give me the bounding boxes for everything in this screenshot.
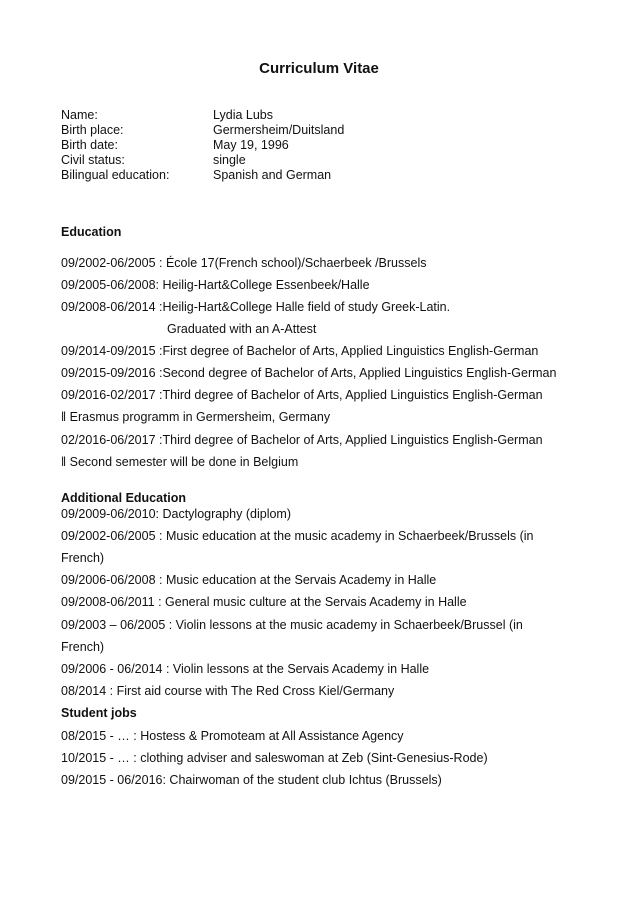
personal-value: Spanish and German [213, 168, 332, 182]
personal-row-civil-status [61, 153, 344, 168]
personal-value: single [213, 153, 246, 167]
additional-education-line: 09/2006-06/2008 : Music education at the Servais Academy in Halle [61, 573, 437, 587]
additional-education-line: 09/2002-06/2005 : Music education at the music academy in Schaerbeek/Brussels (in [61, 529, 534, 543]
personal-row-birth-date [61, 138, 344, 153]
personal-details [61, 108, 344, 183]
personal-row-name [61, 108, 344, 123]
student-jobs-heading: Student jobs [61, 706, 137, 720]
student-jobs-line: 08/2015 - … : Hostess & Promoteam at All Assistance Agency [61, 729, 404, 743]
personal-value: Lydia Lubs [213, 108, 273, 122]
personal-label: Bilingual education: [61, 168, 170, 182]
education-line: 09/2014-09/2015 :First degree of Bachelor of Arts, Applied Linguistics English-German [61, 344, 539, 358]
education-line: ‖ Second semester will be done in Belgium [61, 455, 299, 469]
personal-value: Germersheim/Duitsland [213, 123, 345, 137]
education-line: 09/2002-06/2005 : École 17(French school)/Schaerbeek /Brussels [61, 256, 427, 270]
student-jobs-line: 10/2015 - … : clothing adviser and saleswoman at Zeb (Sint-Genesius-Rode) [61, 751, 488, 765]
additional-education-line: 09/2008-06/2011 : General music culture at the Servais Academy in Halle [61, 595, 467, 609]
personal-row-bilingual-education [61, 168, 344, 183]
education-line: 02/2016-06/2017 :Third degree of Bachelor of Arts, Applied Linguistics English-German [61, 433, 543, 447]
personal-label: Birth place: [61, 123, 124, 137]
education-heading: Education [61, 225, 122, 239]
personal-label: Civil status: [61, 153, 125, 167]
additional-education-heading: Additional Education [61, 491, 186, 505]
education-line: 09/2005-06/2008: Heilig-Hart&College Essenbeek/Halle [61, 278, 370, 292]
additional-education-line: 09/2009-06/2010: Dactylography (diplom) [61, 507, 291, 521]
education-line: 09/2008-06/2014 :Heilig-Hart&College Halle field of study Greek-Latin. [61, 300, 451, 314]
personal-label: Birth date: [61, 138, 118, 152]
document-title: Curriculum Vitae [259, 60, 379, 77]
personal-row-birth-place [61, 123, 344, 138]
personal-value: May 19, 1996 [213, 138, 289, 152]
education-line: Graduated with an A-Attest [167, 322, 317, 336]
additional-education-line: 08/2014 : First aid course with The Red Cross Kiel/Germany [61, 684, 395, 698]
education-line: 09/2016-02/2017 :Third degree of Bachelor of Arts, Applied Linguistics English-German [61, 388, 543, 402]
education-line: 09/2015-09/2016 :Second degree of Bachelor of Arts, Applied Linguistics English-German [61, 366, 557, 380]
personal-label: Name: [61, 108, 98, 122]
student-jobs-line: 09/2015 - 06/2016: Chairwoman of the student club Ichtus (Brussels) [61, 773, 442, 787]
education-line: ‖ Erasmus programm in Germersheim, Germany [61, 410, 331, 424]
additional-education-line: French) [61, 640, 105, 654]
additional-education-line: French) [61, 551, 105, 565]
additional-education-line: 09/2006 - 06/2014 : Violin lessons at the Servais Academy in Halle [61, 662, 430, 676]
additional-education-line: 09/2003 – 06/2005 : Violin lessons at the music academy in Schaerbeek/Brussel (in [61, 618, 523, 632]
